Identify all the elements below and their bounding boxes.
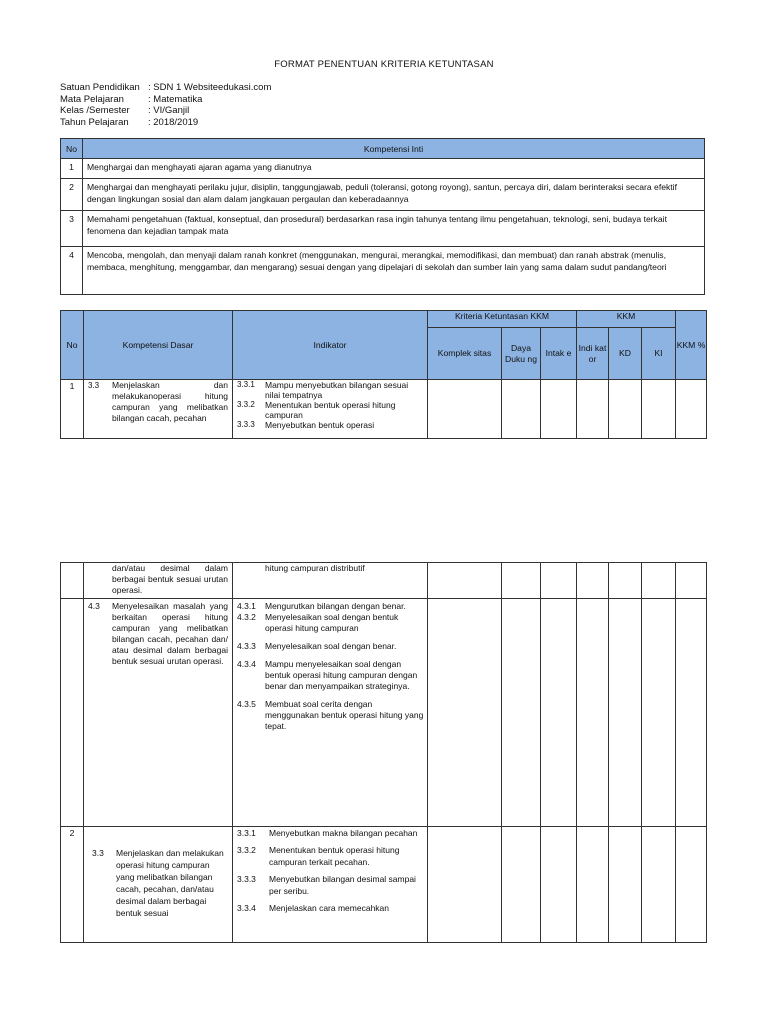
kompetensi-dasar-table-continued [60, 562, 707, 943]
indikator-cell [233, 563, 428, 599]
score-cell [502, 380, 541, 439]
kd-cell [84, 563, 233, 599]
meta-label: Kelas /Semester [60, 105, 130, 116]
indicator-number: 4.3.2 [237, 612, 256, 622]
indicator-item [237, 420, 425, 430]
score-cell [609, 380, 642, 439]
indikator-cell [233, 380, 428, 439]
score-cell [676, 563, 707, 599]
header-indikator-short: Indi kat or [577, 328, 609, 380]
kd-cell [84, 380, 233, 439]
score-cell [502, 563, 541, 599]
meta-value: : SDN 1 Websiteedukasi.com [148, 82, 272, 93]
score-cell [541, 599, 577, 827]
header-kompleksitas: Komplek sitas [428, 328, 502, 380]
header-kriteria: Kriteria Ketuntasan KKM [428, 311, 577, 328]
indicator-item [237, 612, 425, 634]
document-title: FORMAT PENENTUAN KRITERIA KETUNTASAN [274, 59, 494, 70]
indicator-number: 4.3.4 [237, 659, 256, 669]
header-no: No [61, 311, 84, 380]
kd-number: 4.3 [88, 601, 100, 611]
indicator-number: 3.3.1 [237, 380, 255, 389]
score-cell [642, 827, 676, 943]
row-no: 3 [61, 211, 83, 247]
score-cell [577, 380, 609, 439]
score-cell [541, 827, 577, 943]
score-cell [609, 599, 642, 827]
meta-label: Satuan Pendidikan [60, 82, 140, 93]
header-kkm-percent: KKM % [676, 311, 707, 380]
indicator-item [237, 641, 425, 652]
kd-number: 3.3 [88, 381, 100, 390]
indicator-number: 3.3.3 [237, 420, 255, 429]
indicator-item [237, 844, 425, 868]
indicator-item [237, 601, 425, 612]
row-text: Memahami pengetahuan (faktual, konseptual, dan prosedural) berdasarkan rasa ingin tahunya tentang ilmu pengetahuan, teknologi, seni, budaya terkait fenomena dan kejadian tampak mata [83, 211, 705, 247]
indicator-number: 3.3.2 [237, 845, 256, 855]
indicator-item [237, 902, 425, 914]
table-row [61, 563, 707, 599]
table-header-row [61, 311, 707, 328]
meta-row [60, 82, 271, 94]
score-cell [609, 827, 642, 943]
table-row [61, 159, 705, 179]
meta-row [60, 105, 271, 117]
indicator-number: 3.3.3 [237, 874, 256, 884]
header-kompetensi-inti: Kompetensi Inti [83, 139, 705, 159]
kd-text: Menjelaskan dan melakukanoperasi hitung campuran yang melibatkan bilangan cacah, pecahan [112, 380, 228, 423]
indicator-text: Mampu menyelesaikan soal dengan bentuk operasi hitung campuran dengan benar dan menyampaikan strateginya. [265, 659, 418, 691]
table-row [61, 179, 705, 211]
kd-text: Menjelaskan dan melakukan operasi hitung campuran yang melibatkan bilangan cacah, pecahan, dan/atau desimal dalam berbagai bentuk sesuai [116, 848, 224, 918]
row-text: Menghargai dan menghayati ajaran agama yang dianutnya [83, 159, 705, 179]
score-cell [577, 599, 609, 827]
header-kkm: KKM [577, 311, 676, 328]
table-row [61, 827, 707, 943]
indicator-item [237, 659, 425, 692]
header-intake: Intak e [541, 328, 577, 380]
score-cell [609, 563, 642, 599]
score-cell [676, 599, 707, 827]
indicator-text: Menyelesaikan soal dengan benar. [265, 641, 397, 651]
score-cell [541, 380, 577, 439]
indicator-item [237, 827, 425, 839]
table-row [61, 211, 705, 247]
kompetensi-inti-table [60, 138, 705, 295]
indicator-text: Menyebutkan bilangan desimal sampai per seribu. [269, 874, 416, 896]
score-cell [577, 827, 609, 943]
indicator-text: Menyebutkan bentuk operasi [265, 420, 375, 430]
meta-value: : 2018/2019 [148, 116, 199, 128]
header-kompetensi-dasar: Kompetensi Dasar [84, 311, 233, 380]
indicator-item [237, 380, 425, 400]
score-cell [642, 563, 676, 599]
indicator-text: hitung campuran distributif [265, 563, 365, 573]
score-cell [642, 599, 676, 827]
document-meta [60, 82, 271, 128]
indicator-text: Mampu menyebutkan bilangan sesuai nilai tempatnya [265, 380, 409, 400]
table-row [61, 599, 707, 827]
header-indikator: Indikator [233, 311, 428, 380]
kd-text: Menyelesaikan masalah yang berkaitan operasi hitung campuran yang melibatkan bilangan cacah, pecahan dan/ atau desimal dalam berbagai bentuk sesuai urutan operasi. [112, 601, 228, 666]
indicator-text: Menyelesaikan soal dengan bentuk operasi hitung campuran [265, 612, 399, 633]
score-cell [642, 380, 676, 439]
kd-cell [84, 599, 233, 827]
row-text: Menghargai dan menghayati perilaku jujur, disiplin, tanggungjawab, peduli (toleransi, gotong royong), santun, percaya diri, dalam berinteraksi secara efektif dengan lingkungan sosial dan alam dalam jangkauan pergaulan dan keberadaannya [83, 179, 705, 211]
indicator-number: 4.3.5 [237, 699, 256, 709]
score-cell [428, 380, 502, 439]
indikator-cell [233, 599, 428, 827]
score-cell [577, 563, 609, 599]
header-no: No [61, 139, 83, 159]
score-cell [502, 827, 541, 943]
table-row [61, 380, 707, 439]
table-row [61, 247, 705, 295]
score-cell [676, 827, 707, 943]
meta-label: Tahun Pelajaran [60, 116, 129, 128]
indicator-number: 3.3.4 [237, 903, 256, 913]
indicator-number: 4.3.3 [237, 641, 256, 651]
indicator-text: Menyebutkan makna bilangan pecahan [269, 828, 418, 838]
kd-number: 3.3 [92, 848, 104, 858]
indicator-text: Menjelaskan cara memecahkan [269, 903, 390, 913]
row-no: 1 [61, 159, 83, 179]
header-ki: KI [642, 328, 676, 380]
header-kd: KD [609, 328, 642, 380]
indicator-text: Membuat soal cerita dengan menggunakan bentuk operasi hitung yang tepat. [265, 699, 424, 731]
score-cell [676, 380, 707, 439]
score-cell [428, 827, 502, 943]
row-no: 2 [61, 827, 84, 943]
meta-row [60, 94, 271, 106]
kd-cell [84, 827, 233, 943]
indicator-text: Menentukan bentuk operasi hitung campuran [265, 400, 396, 420]
meta-value: : Matematika [148, 93, 203, 105]
table-header-row [61, 139, 705, 159]
score-cell [502, 599, 541, 827]
row-no [61, 599, 84, 827]
indicator-number: 3.3.2 [237, 400, 255, 409]
indicator-number: 3.3.1 [237, 828, 256, 838]
score-cell [428, 563, 502, 599]
kd-text: dan/atau desimal dalam berbagai bentuk sesuai urutan operasi. [112, 563, 228, 595]
row-no: 4 [61, 247, 83, 295]
indicator-text: Mengurutkan bilangan dengan benar. [265, 601, 406, 611]
row-no [61, 563, 84, 599]
score-cell [541, 563, 577, 599]
indicator-number: 4.3.1 [237, 601, 256, 611]
meta-label: Mata Pelajaran [60, 93, 124, 105]
row-text: Mencoba, mengolah, dan menyaji dalam ranah konkret (menggunakan, mengurai, merangkai, memodifikasi, dan membuat) dan ranah abstrak (menulis, membaca, menghitung, menggambar, dan mengarang) sesuai dengan yang dipelajari di sekolah dan sumber lain yang sama dalam sudut pandang/teori [83, 247, 705, 295]
score-cell [428, 599, 502, 827]
header-daya-dukung: Daya Duku ng [502, 328, 541, 380]
indicator-text: Menentukan bentuk operasi hitung campuran terkait pecahan. [269, 845, 400, 867]
kompetensi-dasar-table [60, 310, 707, 439]
row-no: 2 [61, 179, 83, 211]
indicator-item [237, 400, 425, 420]
meta-value: : VI/Ganjil [148, 105, 190, 116]
indicator-item [237, 873, 425, 897]
row-no: 1 [61, 380, 84, 439]
meta-row [60, 117, 271, 129]
indicator-item [237, 699, 425, 732]
indikator-cell [233, 827, 428, 943]
